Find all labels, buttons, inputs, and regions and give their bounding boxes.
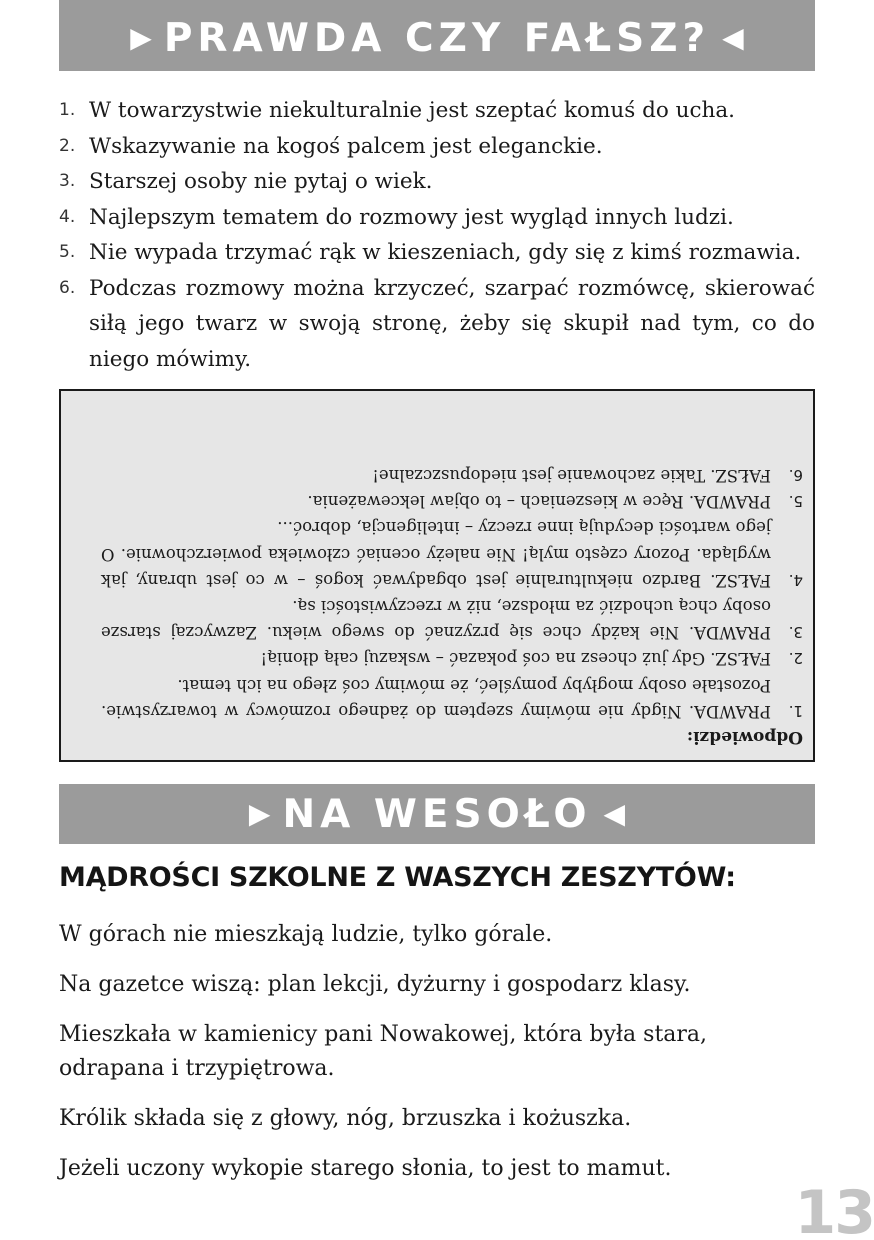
banner-title: NA WESOŁO [282, 791, 592, 837]
answer-item: 5. PRAWDA. Ręce w kieszeniach – to objaw lekceważenia. [307, 492, 803, 512]
list-item: 1. W towarzystwie niekulturalnie jest szeptać komuś do ucha. [59, 98, 736, 123]
answers-box-upside-down [59, 389, 815, 762]
answer-item: 3. PRAWDA. Nie każdy chce się przyznać do swego wieku. Zazwyczaj starsze osoby chcą uchodzić za młodsze, niż w rzeczywistości są. [101, 596, 803, 643]
wisdom-item: Królik składa się z głowy, nóg, brzuszka i kożuszka. [59, 1106, 632, 1131]
list-item: 4. Najlepszym tematem do rozmowy jest wygląd innych ludzi. [59, 204, 734, 230]
statement-list [59, 93, 815, 377]
banner-title: PRAWDA CZY FAŁSZ? [163, 16, 711, 61]
wisdom-item: Na gazetce wiszą: plan lekcji, dyżurny i gospodarz klasy. [59, 972, 691, 997]
answer-item: 1. PRAWDA. Nigdy nie mówimy szeptem do żadnego rozmówcy w towarzystwie. Pozostałe osoby mogłyby pomyśleć, że mówimy coś złego na ich temat. [101, 675, 803, 721]
wisdom-title: MĄDROŚCI SZKOLNE Z WASZYCH ZESZYTÓW: [59, 862, 736, 893]
wisdom-list [59, 918, 789, 1202]
answers-heading: Odpowiedzi: [686, 727, 803, 747]
triangle-right-icon: ▶ [248, 796, 271, 830]
wisdom-item: Mieszkała w kamienicy pani Nowakowej, która była stara, odrapana i trzypiętrowa. [59, 1022, 708, 1081]
list-item: 2. Wskazywanie na kogoś palcem jest eleganckie. [59, 133, 603, 159]
answer-item: 6. FAŁSZ. Takie zachowanie jest niedopuszczalne! [372, 465, 803, 485]
triangle-left-icon: ◀ [722, 21, 744, 54]
wisdom-item: Jeżeli uczony wykopie starego słonia, to jest to mamut. [59, 1156, 672, 1181]
wisdom-item: W górach nie mieszkają ludzie, tylko górale. [59, 922, 553, 947]
list-item: 6. Podczas rozmowy można krzyczeć, szarpać rozmówcę, skierować siłą jego twarz w swoją stronę, żeby się skupił nad tym, co do niego mówimy. [59, 275, 815, 372]
triangle-right-icon: ▶ [130, 21, 152, 54]
list-item: 5. Nie wypada trzymać rąk w kieszeniach, gdy się z kimś rozmawia. [59, 240, 802, 265]
list-item: 3. Starszej osoby nie pytaj o wiek. [59, 169, 433, 194]
page-number: 13 [794, 1178, 874, 1240]
triangle-left-icon: ◀ [603, 796, 626, 830]
answer-item: 4. FAŁSZ. Bardzo niekulturalnie jest obgadywać kogoś – w co jest ubrany, jak wygląda. Pozory często mylą! Nie należy oceniać człowieka powierzchownie. O jego wartości decydują inne rzeczy – inteligencja, dobroć... [101, 518, 803, 590]
banner-true-false [59, 0, 815, 71]
answer-item: 2. FAŁSZ. Gdy już chcesz na coś pokazać – wskazuj całą dłonią! [260, 649, 803, 669]
banner-fun [59, 784, 815, 844]
